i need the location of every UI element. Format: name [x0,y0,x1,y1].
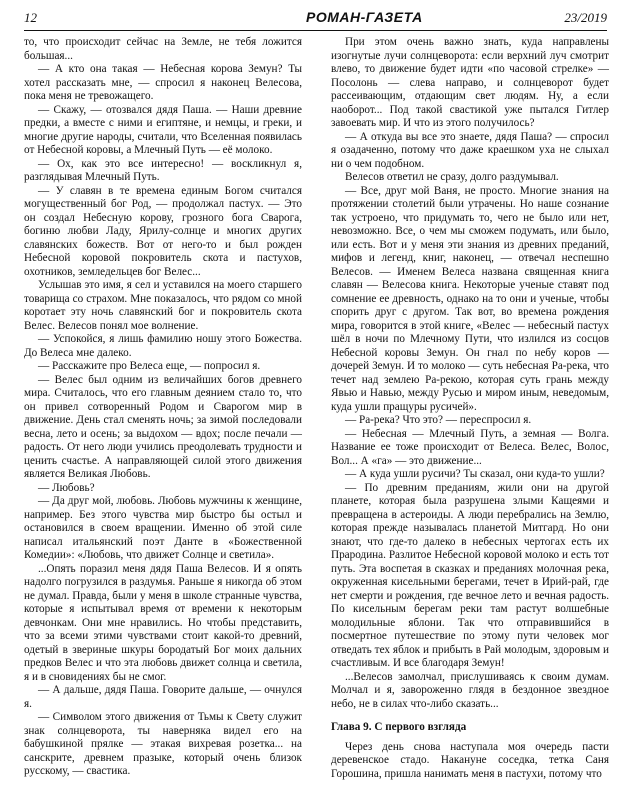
paragraph: ...Велесов замолчал, прислушиваясь к своим думам. Молчал и я, завороженно глядя в бездонное звездное небо, не в силах что-либо сказать... [331,670,609,710]
paragraph: — Успокойся, я лишь фамилию ношу этого Божества. До Велеса мне далеко. [24,333,302,359]
right-column [331,36,609,781]
paragraph: — Скажу, — отозвался дядя Паша. — Наши древние предки, а вместе с ними и египтяне, и немцы, и греки, и многие другие народы, считали, что Вселенная появилась от Небесной коровы, а Млечный Путь — её молоко. [24,103,302,156]
paragraph: Услышав это имя, я сел и уставился на моего старшего товарища со страхом. Мне показалось, что рядом со мной коротает эту ночь славянский бог и покровитель скота Велес. Велесов понял мое волнение. [24,279,302,332]
paragraph: — Все, друг мой Ваня, не просто. Многие знания на протяжении столетий были утрачены. Но наше сознание так устроено, что придумать то, чего не было или нет, невозможно. Все, о чем мы сможем подумать, или было, или есть. Вот и у меня эти знания из древних преданий, мифов и легенд, книг, наконец, — отвечал неспешно Велесов. — Именем Велеса названа священная книга славян — Велесова книга. Некоторые ученые ставят под сомнение ее древность, однако на то они и ученые, чтобы спорить друг с другом. Так вот, во времена рождения мира, говорится в этой книге, «Велес — небесный пастух шёл в ночи по Млечному Пути, что излился из сосцов Небесной коровы Земун. Он гнал по небу коров — дочерей Земун. И то молоко — суть небесная Ра-река, что течет над землею Ра-рекою, которая суть грань между Явью и Навью, между Русью и миром иным, неведомым, куда ушли пращуры русичей». [331,184,609,413]
paragraph: — Любовь? [38,481,95,494]
paragraph: — Ох, как это все интересно! — воскликнул я, разглядывая Млечный Путь. [24,157,302,183]
paragraph: — Да друг мой, любовь. Любовь мужчины к женщине, например. Без этого чувства мир быстро бы остыл и остановился в своем вращении. Именно об этой силе написал итальянский поэт Данте в «Божественной Комедии»: «Любовь, что движет Солнце и светила». [24,495,302,561]
paragraph: — А кто она такая — Небесная корова Земун? Ты хотел рассказать мне, — спросил я наконец Велесова, пока меня не тревожащего. [24,63,302,102]
paragraph: — А куда ушли русичи? Ты сказал, они куда-то ушли? [345,468,605,480]
paragraph: — Небесная — Млечный Путь, а земная — Волга. Название ее тоже происходит от Велеса. Велес, Волос, Вол... А «га» — это движение... [331,427,609,467]
paragraph: — А дальше, дядя Паша. Говорите дальше, — очнулся я. [24,684,302,710]
magazine-title: РОМАН-ГАЗЕТА [306,9,423,25]
paragraph: — Велес был одним из величайших богов древнего мира. Считалось, что его главным деянием стало то, что он привел сотворенный Родом и Сварогом мир в движение. День стал сменять ночь; за зимой последовали весна, лето и осень; за выдохом — вдох; после печали — радость. От него люди учились преодолевать трудности и ценить счастье. А направляющей силой этого движения является Великая Любовь. [24,373,302,480]
paragraph: Велесов ответил не сразу, долго раздумывал. [345,171,559,183]
left-column [24,36,302,779]
paragraph: — А откуда вы все это знаете, дядя Паша? — спросил я озадаченно, потому что даже краешком уха не слыхал ни о чем подобном. [331,130,609,170]
paragraph: При этом очень важно знать, куда направлены изогнутые лучи солнцеворота: если верхний луч смотрит влево, то движение будет идти «по часовой стрелке» — Посолонь — слева направо, и солнцеворот будет рассеивающим, отдающим свет людям. Ну, а если наоборот... Под такой свастикой уже пытался Гитлер завоевать мир. И что из этого получилось? [331,36,609,129]
paragraph: — Ра-река? Что это? — переспросил я. [345,414,532,426]
paragraph: — Символом этого движения от Тьмы к Свету служит знак солнцеворота, ты наверняка видел его на бабушкиной прялке — этакая вихревая розетка... на санскрите, древнем празыке, который очень близок русскому, — свастика. [24,711,302,777]
chapter-heading: Глава 9. С первого взгляда [331,721,467,733]
issue-number: 23/2019 [564,10,607,25]
paragraph: — У славян в те времена единым Богом считался могущественный бог Род, — продолжал пастух. — Это он создал Небесную корову, грозного бога Сварога, богиню любви Ладу, Ярилу-солнце и многих других славянских божеств. Вот от него-то и был рожден Небесной коровой покровитель скота и пастухов, охотников, земледельцев бог Велес... [24,184,302,278]
paragraph: — Расскажите про Велеса еще, — попросил я. [38,360,261,372]
paragraph: — По древним преданиям, жили они на другой планете, которая была разрушена злыми Кащеями и превращена в астероиды. А люди перебрались на Землю, которая прежде называлась планетой Митгард. Но они знают, что где-то далеко в небесных чертогах есть их Прародина. Разлитое Небесной коровой молоко и есть тот путь. Эта воспетая в сказках и преданиях молочная река, окруженная кисельными берегами, течет в Ирий-рай, где нет смерти и рождения, где вечное лето и вечная радость. По кисельным берегам реки там растут волшебные молодильные яблони. Так что отправившийся в посмертное путешествие по этому пути человек мог отведать тех яблок и прибыть в Рай молодым, здоровым и счастливым. И все благодаря Земун! [331,481,609,669]
paragraph: ...Опять поразил меня дядя Паша Велесов. И я опять надолго погрузился в раздумья. Раньше я никогда об этом не думал. Правда, были у меня в школе странные чувства, которые я испытывал время от времени к некоторым девчонкам. Они мне нравились. Но чтобы представить, что за всеми этими чувствами стоит какой-то древний, одетый в звериные шкуры бородатый Бог моих дальних предков Велес и что эта любовь движет солнца и светила, я и в сновидениях бы не смог. [24,562,302,683]
page-number: 12 [24,10,37,25]
page-header [24,8,607,31]
paragraph: Через день снова наступала моя очередь пасти деревенское стадо. Накануне соседка, тетка Саня Горошина, пришла нанимать меня в пастухи, потому что [331,740,609,780]
paragraph: то, что происходит сейчас на Земле, не тебя ложится большая... [24,36,302,62]
